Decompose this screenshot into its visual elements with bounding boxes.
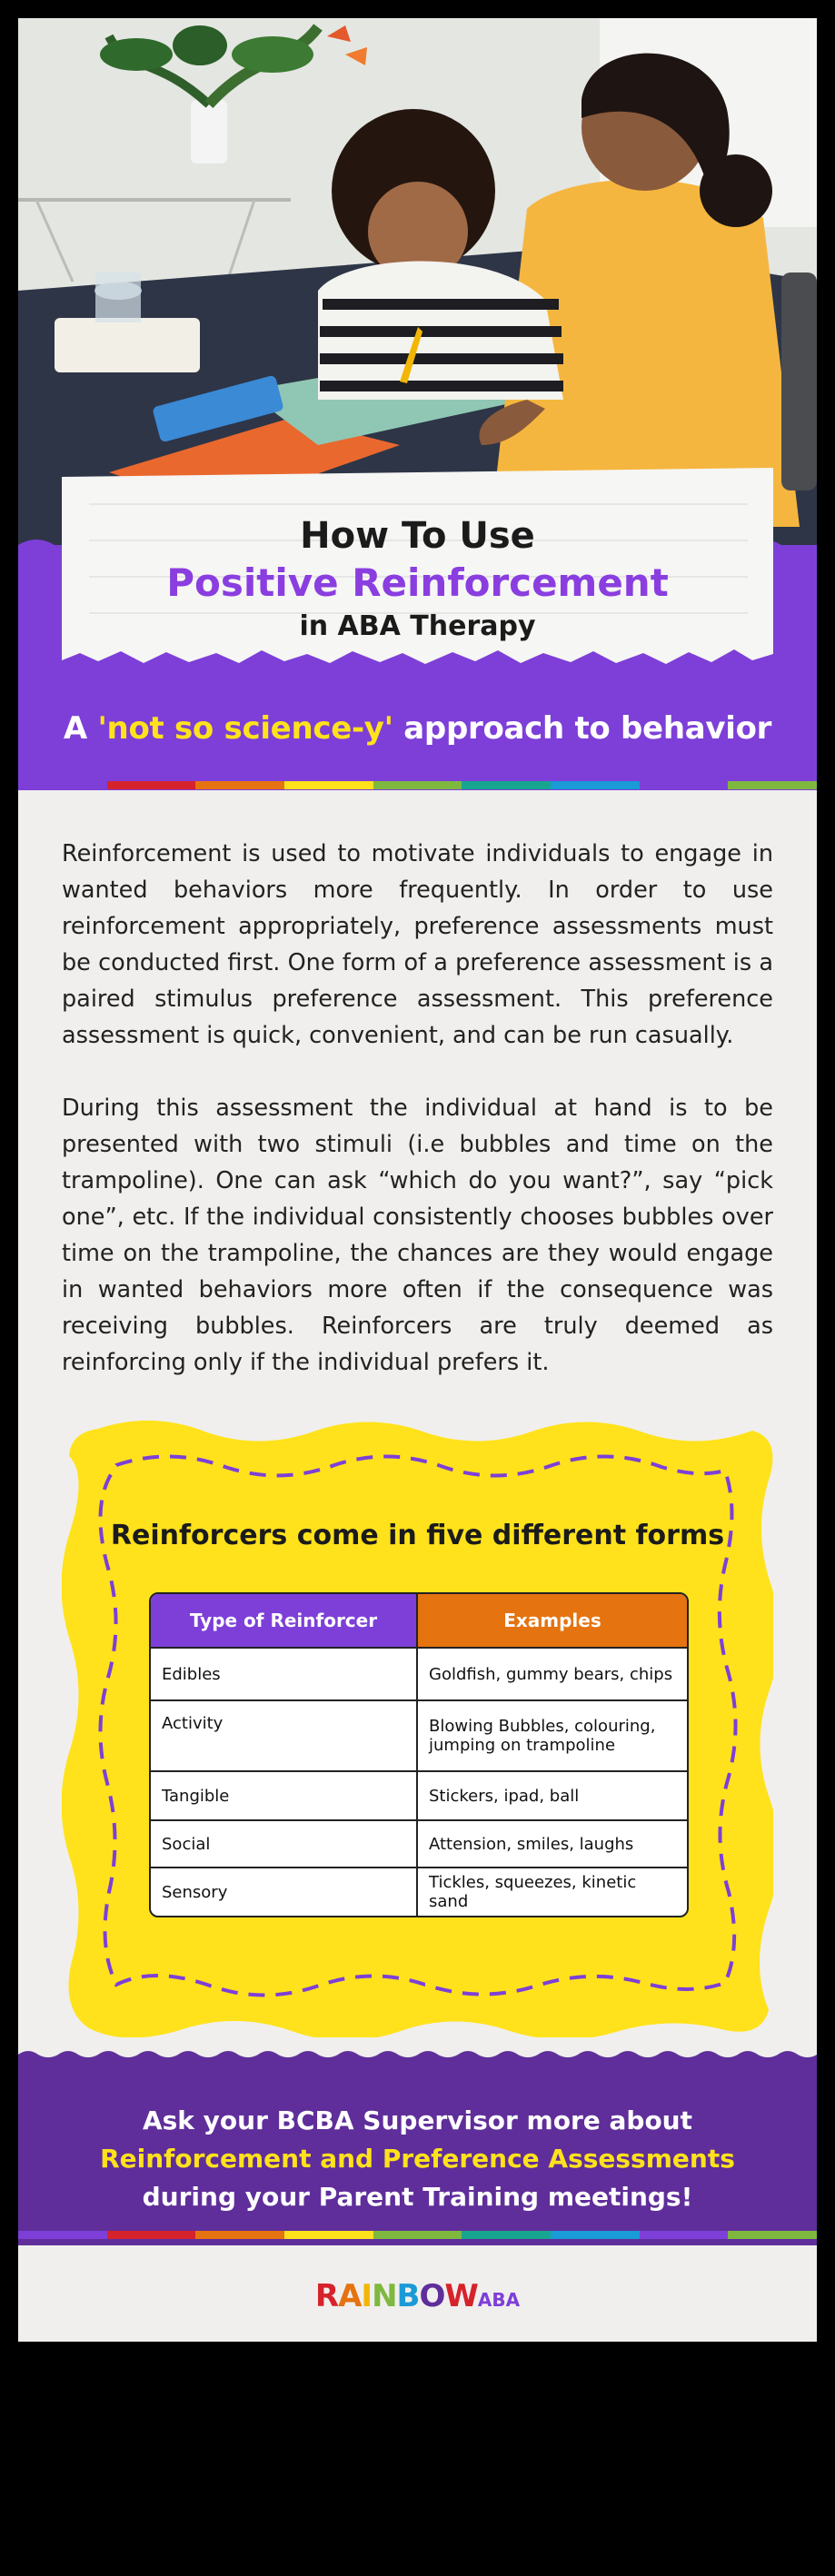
logo-letter: B <box>396 2278 420 2314</box>
subtitle-suffix: approach to behavior <box>393 710 772 747</box>
subtitle <box>18 710 817 747</box>
cell-type: Social <box>151 1821 418 1867</box>
cell-examples: Stickers, ipad, ball <box>429 1786 580 1806</box>
cta-text <box>55 2102 780 2216</box>
header-examples: Examples <box>418 1594 687 1647</box>
title-line-3: in ABA Therapy <box>299 610 536 642</box>
cell-examples: Goldfish, gummy bears, chips <box>429 1664 673 1684</box>
cell-type: Sensory <box>151 1868 418 1916</box>
cell-examples: Tickles, squeezes, kinetic sand <box>429 1873 637 1911</box>
cta-highlight: Reinforcement and Preference Assessments <box>100 2144 735 2174</box>
card-title: Reinforcers come in five different forms <box>110 1520 725 1551</box>
table-header-row <box>151 1594 687 1647</box>
logo-suffix: ABA <box>477 2289 521 2311</box>
wavy-edge-decoration <box>18 2047 817 2060</box>
paragraph-2: During this assessment the individual at hand is to be presented with two stimuli (i.e bubbles and time on the trampoline). One can ask “which do you want?”, say “pick one”, etc. If the individual consistently chooses bubbles over time on the trampoline, the chances are they would engage in wanted behaviors more often if the consequence was receiving bubbles. Reinforcers are truly deemed as reinforcing only if the individual prefers it. <box>62 1095 773 1376</box>
reinforcers-card <box>62 1420 773 2037</box>
reinforcer-table <box>149 1592 689 1917</box>
table-row <box>151 1867 687 1916</box>
cta-part-1: Ask your BCBA Supervisor more about <box>142 2105 693 2135</box>
title-line-1: How To Use <box>300 515 535 557</box>
paragraph-1: Reinforcement is used to motivate individuals to engage in wanted behaviors more frequently. In order to use reinforcement appropriately, preference assessments must be conducted first. One form of a preference assessment is a paired stimulus preference assessment. This preference assessment is quick, convenient, and can be run casually. <box>62 840 773 1049</box>
cell-examples: Attension, smiles, laughs <box>429 1834 634 1854</box>
infographic-page <box>18 18 817 2342</box>
table-row <box>151 1699 687 1770</box>
logo-letter: O <box>419 2278 445 2314</box>
logo-letter: I <box>361 2278 373 2314</box>
rainbow-stripe-top <box>18 781 817 789</box>
rainbow-aba-logo <box>18 2278 817 2314</box>
logo-letter: W <box>444 2278 478 2314</box>
cta-part-2: during your Parent Training meetings! <box>142 2182 693 2212</box>
table-row <box>151 1819 687 1867</box>
subtitle-highlight: 'not so science-y' <box>97 710 393 747</box>
table-row <box>151 1647 687 1699</box>
table-row <box>151 1770 687 1819</box>
title-card <box>62 468 773 668</box>
header-type: Type of Reinforcer <box>151 1594 418 1647</box>
cell-examples: Blowing Bubbles, colouring, jumping on trampoline <box>429 1717 656 1755</box>
logo-letter: N <box>372 2278 397 2314</box>
logo-letter: A <box>338 2278 362 2314</box>
cta-band <box>18 2058 817 2245</box>
cell-type: Activity <box>151 1701 418 1770</box>
title-line-2: Positive Reinforcement <box>166 560 669 605</box>
cell-type: Tangible <box>151 1772 418 1819</box>
subtitle-prefix: A <box>63 710 98 747</box>
cell-type: Edibles <box>151 1649 418 1699</box>
rainbow-stripe-bottom <box>18 2231 817 2239</box>
logo-letter: R <box>314 2278 339 2314</box>
